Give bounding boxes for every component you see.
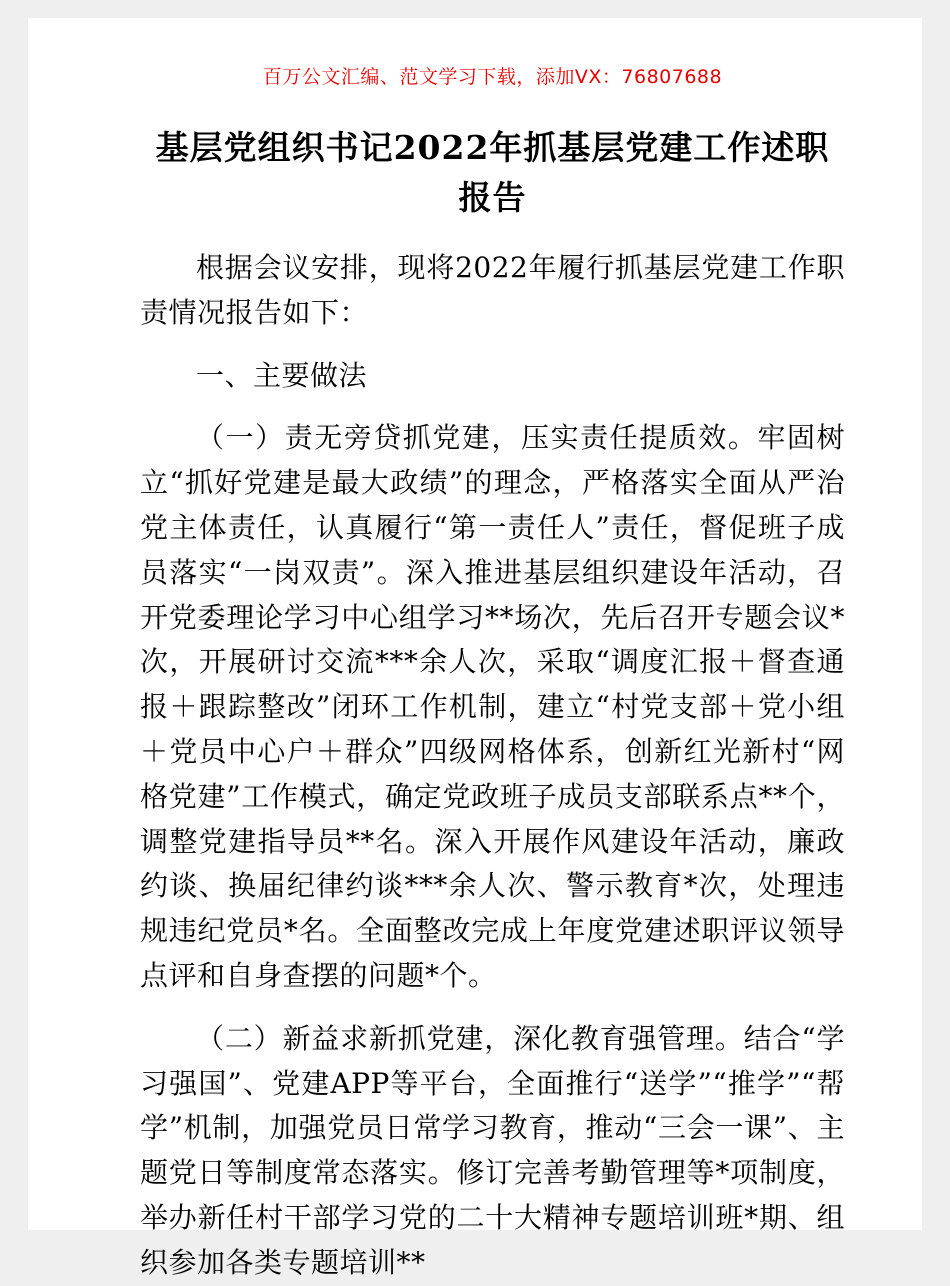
- document-page: [28, 18, 922, 1279]
- paragraph-intro: 根据会议安排，现将2022年履行抓基层党建工作职责情况报告如下：: [140, 251, 845, 329]
- section-heading-main-practices: 一、主要做法: [196, 358, 368, 392]
- document-content: [28, 18, 922, 1286]
- document-title: 基层党组织书记2022年抓基层党建工作述职报告: [155, 128, 830, 217]
- paragraph-point-1: （一）责无旁贷抓党建，压实责任提质效。牢固树立“抓好党建是最大政绩”的理念，严格落实全面从严治党主体责任，认真履行“第一责任人”责任，督促班子成员落实“一岗双责”。深入推进基层组织建设年活动，召开党委理论学习中心组学习**场次，先后召开专题会议*次，开展研讨交流***余人次，采取“调度汇报＋督查通报＋跟踪整改”闭环工作机制，建立“村党支部＋党小组＋党员中心户＋群众”四级网格体系，创新红光新村“网格党建”工作模式，确定党政班子成员支部联系点**个，调整党建指导员**名。深入开展作风建设年活动，廉政约谈、换届纪律约谈***余人次、警示教育*次，处理违规违纪党员*名。全面整改完成上年度党建述职评议领导点评和自身查摆的问题*个。: [140, 421, 845, 992]
- header-notice: 百万公文汇编、范文学习下载，添加VX：76807688: [262, 66, 723, 88]
- paragraph-point-2: （二）新益求新抓党建，深化教育强管理。结合“学习强国”、党建APP等平台，全面推行“送学”“推学”“帮学”机制，加强党员日常学习教育，推动“三会一课”、主题党日等制度常态落实。修订完善考勤管理等*项制度，举办新任村干部学习党的二十大精神专题培训班*期、组织参加各类专题培训**: [140, 1021, 845, 1279]
